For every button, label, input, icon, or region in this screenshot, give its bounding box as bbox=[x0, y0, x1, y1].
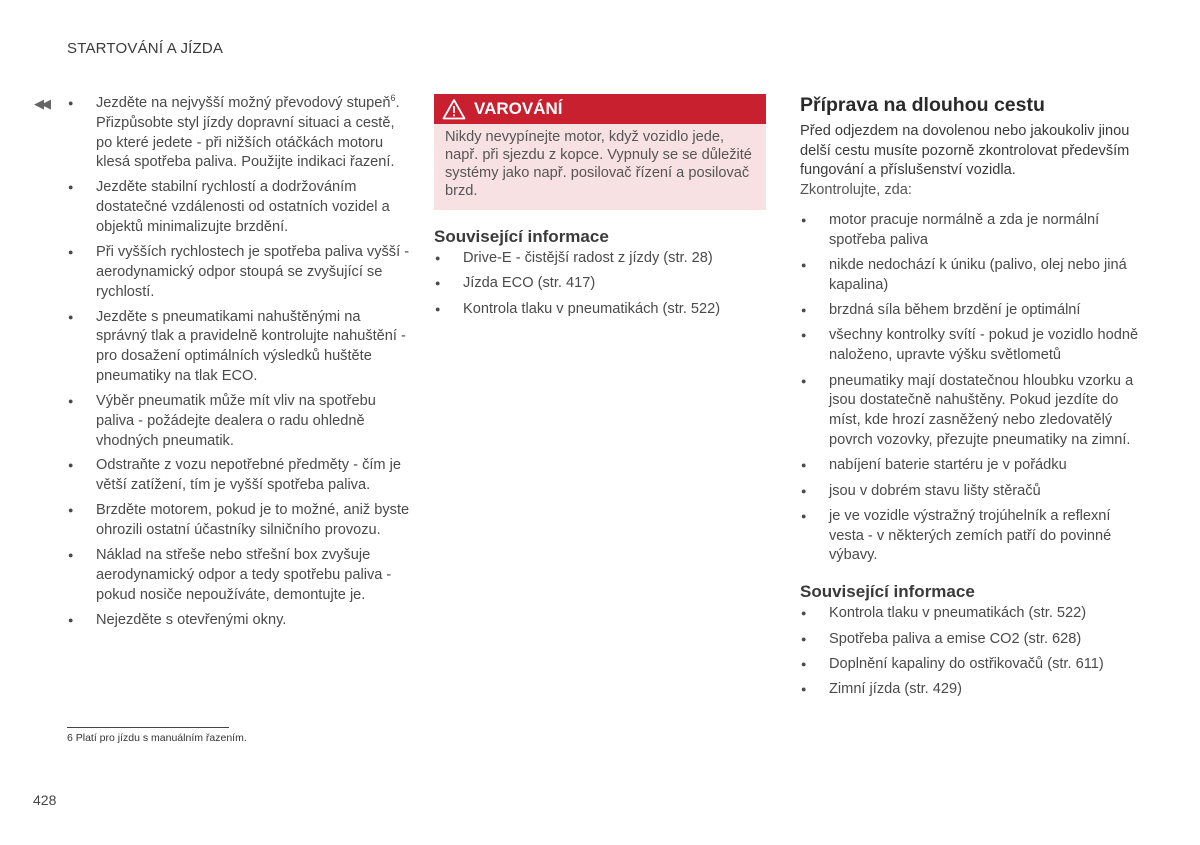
list-item: ● jsou v dobrém stavu lišty stěračů bbox=[800, 482, 1140, 502]
list-item: ● Nejezděte s otevřenými okny. bbox=[67, 611, 412, 631]
footnote: 6 Platí pro jízdu s manuálním řazením. bbox=[67, 732, 247, 744]
related-link[interactable]: ● Drive-E - čistější radost z jízdy (str. 28) bbox=[434, 249, 766, 269]
tip-text: Jezděte na nejvyšší možný převodový stupeň bbox=[96, 95, 391, 111]
related-link[interactable]: ● Jízda ECO (str. 417) bbox=[434, 274, 766, 294]
list-item: ● nabíjení baterie startéru je v pořádku bbox=[800, 456, 1140, 476]
related-link[interactable]: ● Spotřeba paliva a emise CO2 (str. 628) bbox=[800, 630, 1140, 650]
warning-triangle-icon bbox=[442, 98, 466, 120]
long-trip-column bbox=[800, 94, 1140, 705]
list-item: ● Náklad na střeše nebo střešní box zvyšuje aerodynamický odpor a tedy spotřebu paliva - pokud nosiče nepoužíváte, demontujte je. bbox=[67, 546, 412, 605]
related-info-list bbox=[434, 249, 766, 319]
warning-text: Nikdy nevypínejte motor, když vozidlo jede, např. při sjezdu z kopce. Vypnuly se se důležité systémy jako např. posilovač řízení a posilovač brzd. bbox=[445, 129, 752, 199]
page-number: 428 bbox=[33, 792, 57, 808]
related-info-heading: Související informace bbox=[800, 582, 975, 602]
related-info-heading: Související informace bbox=[434, 227, 609, 246]
related-link[interactable]: ● Doplnění kapaliny do ostřikovačů (str. 611) bbox=[800, 655, 1140, 675]
list-item: ● všechny kontrolky svítí - pokud je vozidlo hodně naloženo, upravte výšku světlometů bbox=[800, 326, 1140, 366]
intro-text: Před odjezdem na dovolenou nebo jakoukoliv jinou delší cestu musíte pozorně zkontrolovat především fungování a příslušenství vozidla. bbox=[800, 123, 1130, 178]
footnote-divider bbox=[67, 727, 229, 728]
related-link[interactable]: ● Kontrola tlaku v pneumatikách (str. 522) bbox=[434, 300, 766, 320]
section-title: Příprava na dlouhou cestu bbox=[800, 94, 1045, 116]
eco-tips-list bbox=[67, 94, 412, 630]
double-left-arrow-icon[interactable]: ◀◀ bbox=[34, 96, 48, 111]
tips-column bbox=[67, 94, 412, 636]
section-header: STARTOVÁNÍ A JÍZDA bbox=[67, 40, 224, 57]
warning-header bbox=[434, 94, 766, 124]
warning-box bbox=[434, 94, 766, 210]
warning-column bbox=[434, 94, 766, 325]
checklist bbox=[800, 211, 1140, 566]
tip-text-continued: . Přizpůsobte styl jízdy dopravní situaci a cestě, po které jedete - při nižších otáčkách motoru klesá spotřeba paliva. Použijte indikaci řazení. bbox=[96, 95, 400, 171]
related-link[interactable]: ● Kontrola tlaku v pneumatikách (str. 522) bbox=[800, 604, 1140, 624]
check-label: Zkontrolujte, zda: bbox=[800, 181, 912, 198]
list-item: ● Brzděte motorem, pokud je to možné, aniž byste ohrozili ostatní účastníky silničního provozu. bbox=[67, 501, 412, 541]
list-item bbox=[67, 94, 412, 173]
list-item: ● Jezděte s pneumatikami nahuštěnými na správný tlak a pravidelně kontrolujte nahuštění - pro dosažení optimálních výsledků huštěte pneumatiky na tlak ECO. bbox=[67, 308, 412, 387]
warning-title: VAROVÁNÍ bbox=[474, 99, 563, 118]
list-item: ● Jezděte stabilní rychlostí a dodržováním dostatečné vzdálenosti od ostatních vozidel a objektů minimalizujte brzdění. bbox=[67, 178, 412, 237]
list-item: ● Při vyšších rychlostech je spotřeba paliva vyšší - aerodynamický odpor stoupá se zvyšující se rychlostí. bbox=[67, 243, 412, 302]
related-link[interactable]: ● Zimní jízda (str. 429) bbox=[800, 680, 1140, 700]
related-info-list bbox=[800, 604, 1140, 700]
list-item: ● Odstraňte z vozu nepotřebné předměty - čím je větší zatížení, tím je vyšší spotřeba paliva. bbox=[67, 456, 412, 496]
list-item: ● je ve vozidle výstražný trojúhelník a reflexní vesta - v některých zemích patří do povinné výbavy. bbox=[800, 507, 1140, 566]
footnote-ref[interactable]: 6 bbox=[390, 93, 396, 104]
list-item: ● brzdná síla během brzdění je optimální bbox=[800, 301, 1140, 321]
list-item: ● pneumatiky mají dostatečnou hloubku vzorku a jsou dostatečně nahuštěny. Pokud jezdíte do míst, kde hrozí zasněžený nebo zledovatělý povrch vozovky, přezujte pneumatiky na zimní. bbox=[800, 372, 1140, 451]
list-item: ● motor pracuje normálně a zda je normální spotřeba paliva bbox=[800, 211, 1140, 251]
list-item: ● Výběr pneumatik může mít vliv na spotřebu paliva - požádejte dealera o radu ohledně vhodných pneumatik. bbox=[67, 392, 412, 451]
list-item: ● nikde nedochází k úniku (palivo, olej nebo jiná kapalina) bbox=[800, 256, 1140, 296]
